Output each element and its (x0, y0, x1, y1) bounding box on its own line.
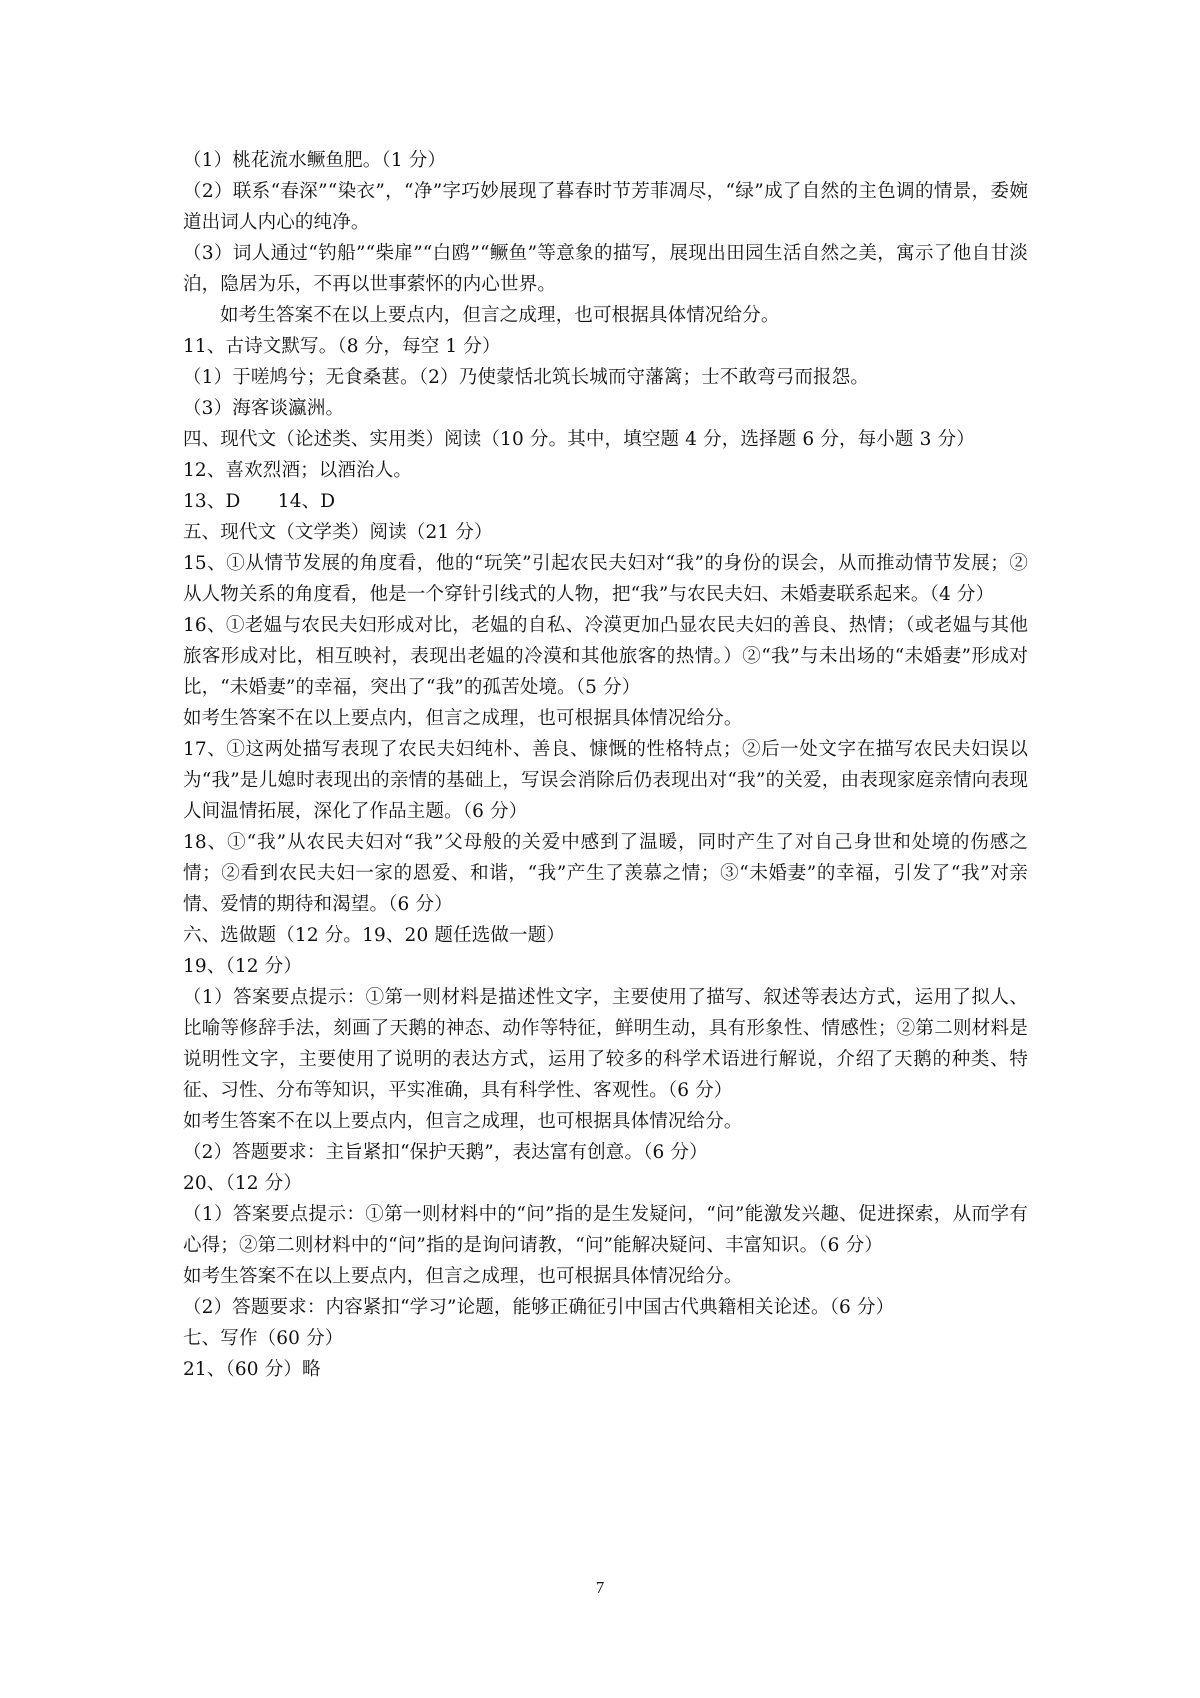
answer-paragraph: 18、①“我”从农民夫妇对“我”父母般的关爱中感到了温暖，同时产生了对自己身世和处境的伤感之情；②看到农民夫妇一家的恩爱、和谐，“我”产生了羡慕之情；③“未婚妻”的幸福，引发了“我”对亲情、爱情的期待和渴望。（6 分） (183, 832, 1028, 915)
answer-paragraph: 16、①老媪与农民夫妇形成对比，老媪的自私、冷漠更加凸显农民夫妇的善良、热情；（或老媪与其他旅客形成对比，相互映衬，表现出老媪的冷漠和其他旅客的热情。）②“我”与未出场的“未婚妻”形成对比，“未婚妻”的幸福，突出了“我”的孤苦处境。（5 分） (183, 615, 1028, 698)
answer-paragraph: 五、现代文（文学类）阅读（21 分） (183, 522, 493, 543)
answer-paragraph: 20、（12 分） (183, 1173, 303, 1194)
answer-paragraph: 六、选做题（12 分。19、20 题任选做一题） (183, 925, 565, 946)
answer-paragraph: 19、（12 分） (183, 956, 303, 977)
answer-paragraph: 如考生答案不在以上要点内，但言之成理，也可根据具体情况给分。 (183, 708, 743, 729)
answer-paragraph: 17、①这两处描写表现了农民夫妇纯朴、善良、慷慨的性格特点；②后一处文字在描写农民夫妇误以为“我”是儿媳时表现出的亲情的基础上，写误会消除后仍表现出对“我”的关爱，由表现家庭亲情向表现人间温情拓展，深化了作品主题。（6 分） (183, 739, 1028, 822)
answer-paragraph: （3）海客谈瀛洲。 (183, 398, 345, 419)
answer-paragraph: 如考生答案不在以上要点内，但言之成理，也可根据具体情况给分。 (183, 1111, 743, 1132)
answer-paragraph: 13、D 14、D (183, 491, 336, 512)
answer-paragraph: 四、现代文（论述类、实用类）阅读（10 分。其中，填空题 4 分，选择题 6 分，每小题 3 分） (183, 429, 975, 450)
answer-paragraph: 七、写作（60 分） (183, 1328, 344, 1349)
page-number: 7 (595, 1578, 605, 1597)
answer-paragraph: （1）答案要点提示：①第一则材料中的“问”指的是生发疑问，“问”能激发兴趣、促进探索，从而学有心得；②第二则材料中的“问”指的是询问请教，“问”能解决疑问、丰富知识。（6 分） (183, 1204, 1028, 1256)
answer-paragraph: （2）答题要求：内容紧扣“学习”论题，能够正确征引中国古代典籍相关论述。（6 分） (183, 1297, 895, 1318)
answer-key-body (183, 145, 1028, 1385)
answer-paragraph: 如考生答案不在以上要点内，但言之成理，也可根据具体情况给分。 (220, 305, 780, 326)
answer-paragraph: （2）联系“春深”“染衣”，“净”字巧妙展现了暮春时节芳菲凋尽，“绿”成了自然的主色调的情景，委婉道出词人内心的纯净。 (183, 181, 1028, 233)
answer-paragraph: （2）答题要求：主旨紧扣“保护天鹅”，表达富有创意。（6 分） (183, 1142, 708, 1163)
answer-paragraph: （3）词人通过“钓船”“柴扉”“白鸥”“鳜鱼”等意象的描写，展现出田园生活自然之美，寓示了他自甘淡泊，隐居为乐，不再以世事萦怀的内心世界。 (183, 243, 1028, 295)
answer-paragraph: （1）答案要点提示：①第一则材料是描述性文字，主要使用了描写、叙述等表达方式，运用了拟人、比喻等修辞手法，刻画了天鹅的神态、动作等特征，鲜明生动，具有形象性、情感性；②第二则材料是说明性文字，主要使用了说明的表达方式，运用了较多的科学术语进行解说，介绍了天鹅的种类、特征、习性、分布等知识，平实准确，具有科学性、客观性。（6 分） (183, 987, 1028, 1101)
answer-paragraph: 12、喜欢烈酒；以酒治人。 (183, 460, 412, 481)
answer-paragraph: 如考生答案不在以上要点内，但言之成理，也可根据具体情况给分。 (183, 1266, 743, 1287)
answer-paragraph: 11、古诗文默写。（8 分，每空 1 分） (183, 336, 501, 357)
answer-paragraph: 21、（60 分）略 (183, 1359, 321, 1380)
answer-paragraph: （1）于嗟鸠兮；无食桑葚。（2）乃使蒙恬北筑长城而守藩篱；士不敢弯弓而报怨。 (183, 367, 869, 388)
answer-paragraph: 15、①从情节发展的角度看，他的“玩笑”引起农民夫妇对“我”的身份的误会，从而推动情节发展；②从人物关系的角度看，他是一个穿针引线式的人物，把“我”与农民夫妇、未婚妻联系起来。（4 分） (183, 553, 1028, 605)
answer-paragraph: （1）桃花流水鳜鱼肥。（1 分） (183, 150, 447, 171)
